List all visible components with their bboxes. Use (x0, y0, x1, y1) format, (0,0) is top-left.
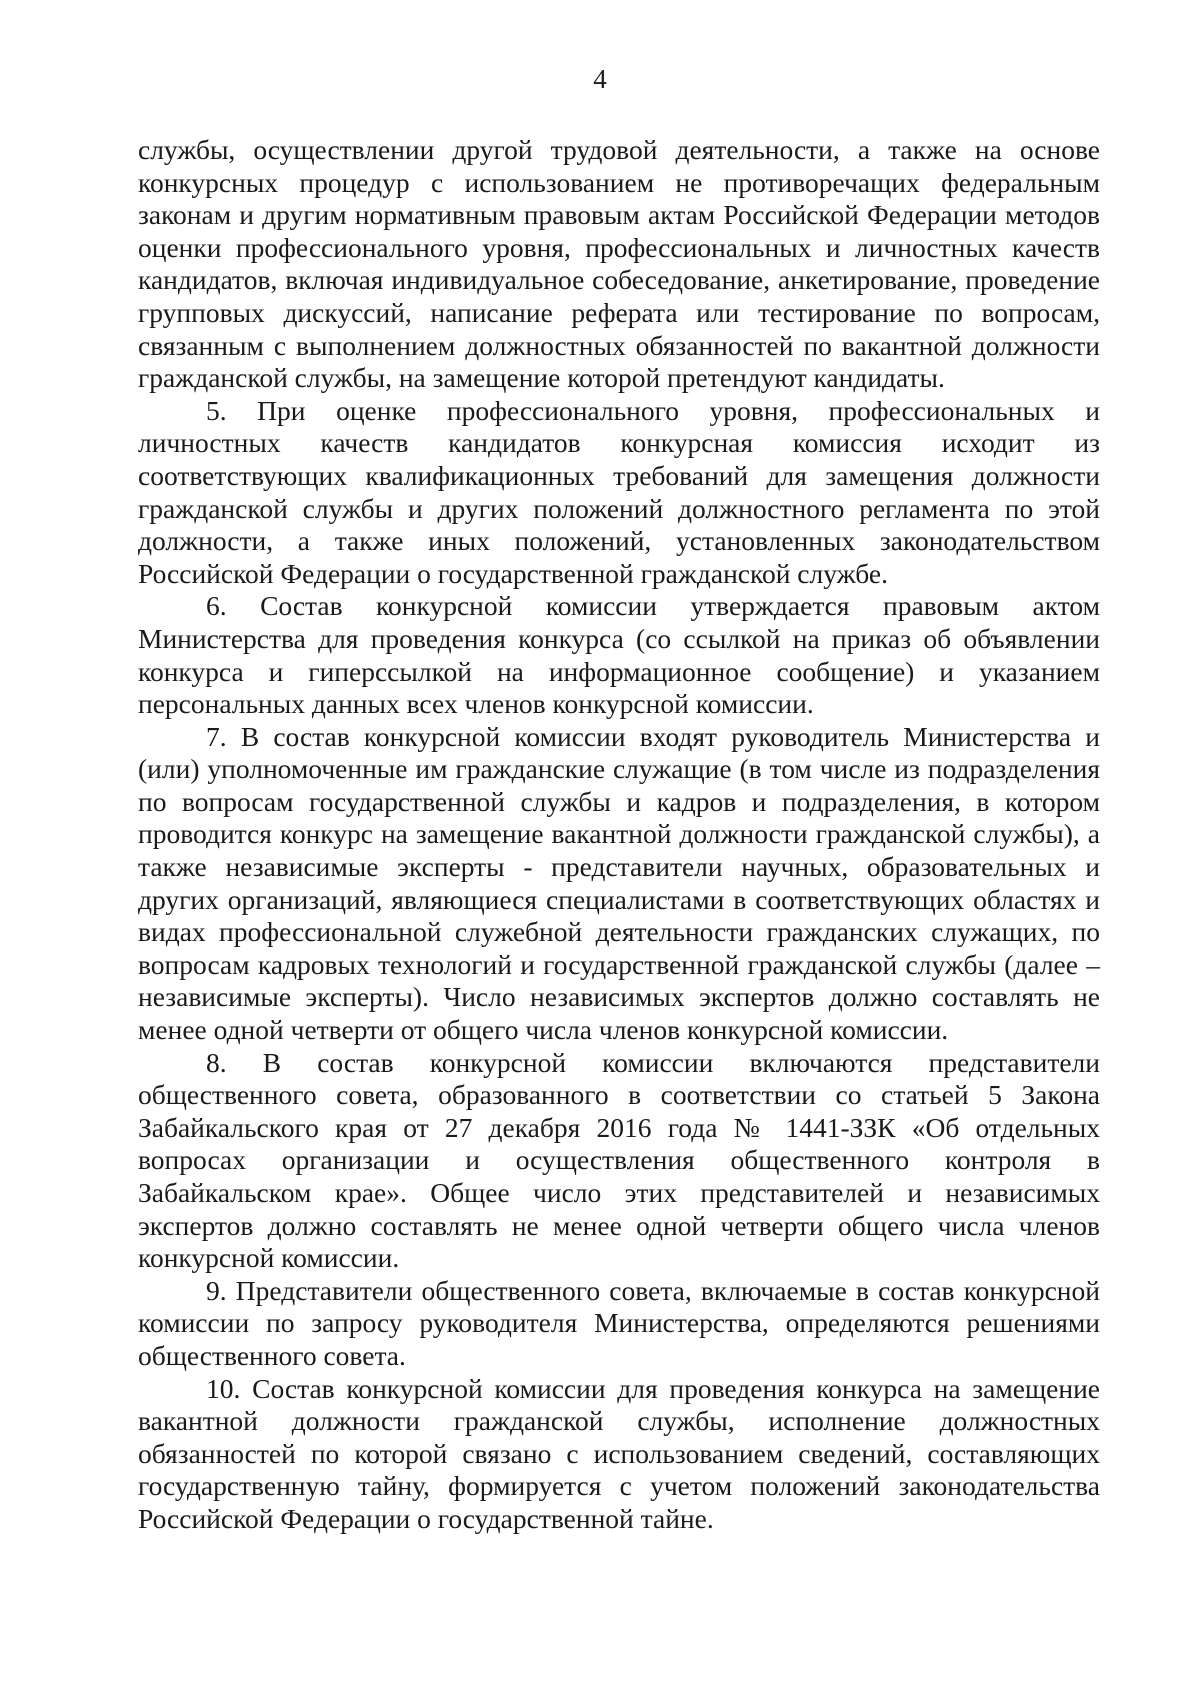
paragraph-8: 8. В состав конкурсной комиссии включаются представители общественного совета, образованного в соответствии со статьей 5 Закона Забайкальского края от 27 декабря 2016 года № 1441-ЗЗК «Об отдельных вопросах организации и осуществления общественного контроля в Забайкальском крае». Общее число этих представителей и независимых экспертов должно составлять не менее одной четверти общего числа членов конкурсной комиссии. (138, 1046, 1100, 1274)
page-number: 4 (593, 64, 607, 94)
paragraph-10: 10. Состав конкурсной комиссии для проведения конкурса на замещение вакантной должности гражданской службы, исполнение должностных обязанностей по которой связано с использованием сведений, составляющих государственную тайну, формируется с учетом положений законодательства Российской Федерации о государственной тайне. (138, 1372, 1100, 1534)
paragraph-9: 9. Представители общественного совета, включаемые в состав конкурсной комиссии по запросу руководителя Министерства, определяются решениями общественного совета. (138, 1274, 1100, 1371)
paragraph-5: 5. При оценке профессионального уровня, профессиональных и личностных качеств кандидатов конкурсная комиссия исходит из соответствующих квалификационных требований для замещения должности гражданской службы и других положений должностного регламента по этой должности, а также иных положений, установленных законодательством Российской Федерации о государственной гражданской службе. (138, 394, 1100, 589)
paragraph-continuation: службы, осуществлении другой трудовой деятельности, а также на основе конкурсных процедур с использованием не противоречащих федеральным законам и другим нормативным правовым актам Российской Федерации методов оценки профессионального уровня, профессиональных и личностных качеств кандидатов, включая индивидуальное собеседование, анкетирование, проведение групповых дискуссий, написание реферата или тестирование по вопросам, связанным с выполнением должностных обязанностей по вакантной должности гражданской службы, на замещение которой претендуют кандидаты. (138, 134, 1100, 394)
paragraph-7: 7. В состав конкурсной комиссии входят руководитель Министерства и (или) уполномоченные им гражданские служащие (в том числе из подразделения по вопросам государственной службы и кадров и подразделения, в котором проводится конкурс на замещение вакантной должности гражданской службы), а также независимые эксперты - представители научных, образовательных и других организаций, являющиеся специалистами в соответствующих областях и видах профессиональной служебной деятельности гражданских служащих, по вопросам кадровых технологий и государственной гражданской службы (далее – независимые эксперты). Число независимых экспертов должно составлять не менее одной четверти от общего числа членов конкурсной комиссии. (138, 720, 1100, 1046)
document-body (138, 134, 1100, 1536)
paragraph-6: 6. Состав конкурсной комиссии утверждается правовым актом Министерства для проведения конкурса (со ссылкой на приказ об объявлении конкурса и гиперссылкой на информационное сообщение) и указанием персональных данных всех членов конкурсной комиссии. (138, 590, 1100, 720)
